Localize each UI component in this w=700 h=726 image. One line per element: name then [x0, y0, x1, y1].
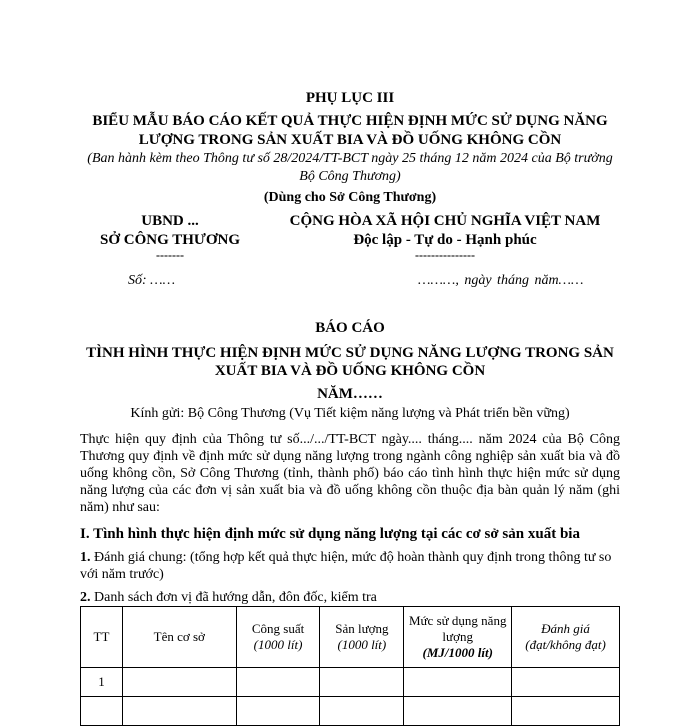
table-row [81, 697, 620, 726]
table-row [81, 668, 620, 697]
table-cell [122, 668, 236, 697]
table-cell [512, 697, 620, 726]
document-number: Số: …… [128, 273, 176, 288]
item-1-number: 1. [80, 550, 91, 565]
col-header-evaluation: Đánh giá (đạt/không đạt) [512, 607, 620, 668]
col-header-capacity: Công suất (1000 lít) [236, 607, 320, 668]
report-title: TÌNH HÌNH THỰC HIỆN ĐỊNH MỨC SỬ DỤNG NĂNG LƯỢNG TRONG SẢN XUẤT BIA VÀ ĐỒ UỐNG KHÔNG CỒN [86, 345, 614, 379]
table-header-row [81, 607, 620, 668]
sender-block [80, 212, 260, 260]
intro-paragraph: Thực hiện quy định của Thông tư số.../.../TT-BCT ngày.... tháng.... năm 2024 của Bộ Công Thương quy định về định mức sử dụng năng lượng trong ngành công nghiệp sản xuất bia và đồ uống không cồn, Sở Công Thương (tỉnh, thành phố) báo cáo tình hình thực hiện mức sử dụng năng lượng của các đơn vị sản xuất bia và đồ uống không cồn thuộc địa bàn quản lý năm (ghi năm) như sau: [80, 432, 620, 515]
report-heading: BÁO CÁO [315, 320, 385, 336]
item-2-number: 2. [80, 590, 91, 605]
table-cell [320, 697, 404, 726]
sender-dashes: ------- [156, 248, 184, 262]
table-cell [512, 668, 620, 697]
ubnd-label: UBND ... [141, 213, 199, 229]
unit-list-table [80, 606, 620, 726]
item-2-text: Danh sách đơn vị đã hướng dẫn, đôn đốc, kiểm tra [90, 590, 377, 605]
section-1-heading: I. Tình hình thực hiện định mức sử dụng năng lượng tại các cơ sở sản xuất bia [80, 526, 580, 542]
issued-by-note: (Ban hành kèm theo Thông tư số 28/2024/TT-BCT ngày 25 tháng 12 năm 2024 của Bộ trưởng Bộ Công Thương) [87, 151, 613, 184]
greeting-line: Kính gửi: Bộ Công Thương (Vụ Tiết kiệm năng lượng và Phát triển bền vững) [130, 406, 570, 421]
department-label: SỞ CÔNG THƯƠNG [99, 232, 241, 248]
table-cell [236, 697, 320, 726]
nation-block [270, 212, 620, 260]
col-header-output: Sản lượng (1000 lít) [320, 607, 404, 668]
nation-dashes: --------------- [415, 248, 475, 262]
item-1-text: Đánh giá chung: (tổng hợp kết quả thực hiện, mức độ hoàn thành quy định trong thông tư so với năm trước) [80, 550, 612, 582]
col-header-name: Tên cơ sở [122, 607, 236, 668]
table-cell: 1 [81, 668, 123, 697]
col-header-tt: TT [81, 607, 123, 668]
table-cell [81, 697, 123, 726]
table-cell [320, 668, 404, 697]
table-cell [122, 697, 236, 726]
use-for-note: (Dùng cho Sở Công Thương) [263, 190, 437, 205]
document-date: ………, ngày tháng năm…… [418, 273, 584, 288]
item-1-general-assessment [80, 549, 620, 583]
table-cell [236, 668, 320, 697]
appendix-label: PHỤ LỤC III [305, 90, 395, 106]
col-header-energy-use: Mức sử dụng năng lượng (MJ/1000 lít) [404, 607, 512, 668]
form-title: BIỂU MẪU BÁO CÁO KẾT QUẢ THỰC HIỆN ĐỊNH MỨC SỬ DỤNG NĂNG LƯỢNG TRONG SẢN XUẤT BIA VÀ ĐỒ UỐNG KHÔNG CỒN [92, 113, 608, 148]
table-cell [404, 668, 512, 697]
nation-name: CỘNG HÒA XÃ HỘI CHỦ NGHĨA VIỆT NAM [289, 213, 601, 229]
item-2-unit-list [80, 590, 620, 606]
table-cell [404, 697, 512, 726]
report-year: NĂM…… [317, 386, 383, 402]
nation-motto: Độc lập - Tự do - Hạnh phúc [353, 232, 537, 248]
